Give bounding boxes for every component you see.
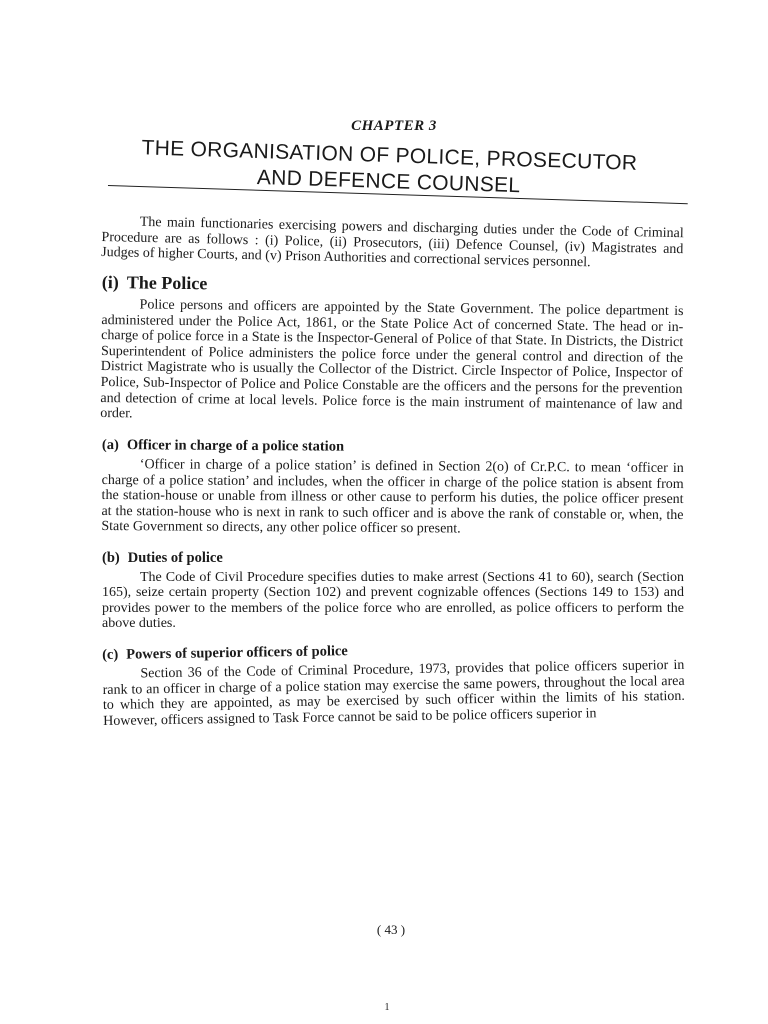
section-c-title: Powers of superior officers of police <box>126 643 348 663</box>
section-b-number: (b) <box>102 549 120 566</box>
section-officer-in-charge <box>101 436 684 539</box>
chapter-title-line-2: AND DEFENCE COUNSEL <box>256 165 521 198</box>
section-police <box>100 271 684 429</box>
section-b-title: Duties of police <box>127 549 223 566</box>
section-superior-officers <box>102 637 685 730</box>
section-a-number: (a) <box>101 436 119 453</box>
chapter-title-line-1: THE ORGANISATION OF POLICE, PROSECUTOR <box>141 136 638 175</box>
section-police-number: (i) <box>101 271 119 292</box>
section-duties-of-police <box>102 549 684 632</box>
chapter-label: CHAPTER 3 <box>351 118 437 134</box>
section-c-paragraph: Section 36 of the Code of Criminal Procedure, 1973, provides that police officers superior in rank to an officer in charge of a police station may exercise the same powers, throughout the local area to which they are appointed, as may be exercised by such officer within the limits of his station. However, officers assigned to Task Force cannot be said to be police officers superior in <box>102 657 685 729</box>
footer-mark: 1 <box>384 1002 390 1013</box>
section-a-title: Officer in charge of a police station <box>126 436 345 455</box>
section-a-paragraph: ‘Officer in charge of a police station’ is defined in Section 2(o) of Cr.P.C. to mean ‘officer in charge of a police station’ and includes, when the officer in charge of the police station is absent from the station-house or unable from illness or other cause to perform his duties, the police officer present at the station-house who is next in rank to such officer and is above the rank of constable or, when, the State Government so directs, any other police officer so present. <box>101 456 684 537</box>
body-text <box>102 214 684 743</box>
section-a-heading <box>102 436 684 458</box>
section-c-number: (c) <box>102 646 119 663</box>
section-police-heading <box>102 271 684 300</box>
section-police-title: The Police <box>126 272 208 294</box>
intro-block <box>101 214 684 273</box>
section-police-paragraph: Police persons and officers are appointed by the State Government. The police department is administered under the Police Act, 1861, or the State Police Act of concerned State. The head or in-charge of police force in a State is the Inspector-General of Police of that State. In Districts, the District Superintendent of Police administers the police force under the general control and direction of the District Magistrate who is usually the Collector of the District. Circle Inspector of Police, Inspector of Police, Sub-Inspector of Police and Police Constable are the officers and the persons for the prevention and detection of crime at local levels. Police force is the main instrument of maintenance of law and order. <box>100 297 684 422</box>
section-b-paragraph: The Code of Civil Procedure specifies duties to make arrest (Sections 41 to 60), search (Section 165), seize certain property (Section 102) and prevent cognizable offences (Sections 149 to 153) and provides power to the members of the police force who are enrolled, as police officers to perform the above duties. <box>102 569 684 632</box>
section-b-heading <box>102 549 684 567</box>
page-number: ( 43 ) <box>376 922 406 937</box>
intro-paragraph: The main functionaries exercising powers and discharging duties under the Code of Criminal Procedure are as follows : (i) Police, (ii) Prosecutors, (iii) Defence Counsel, (iv) Magistrates and Judges of higher Courts, and (v) Prison Authorities and correctional services personnel. <box>101 214 684 271</box>
